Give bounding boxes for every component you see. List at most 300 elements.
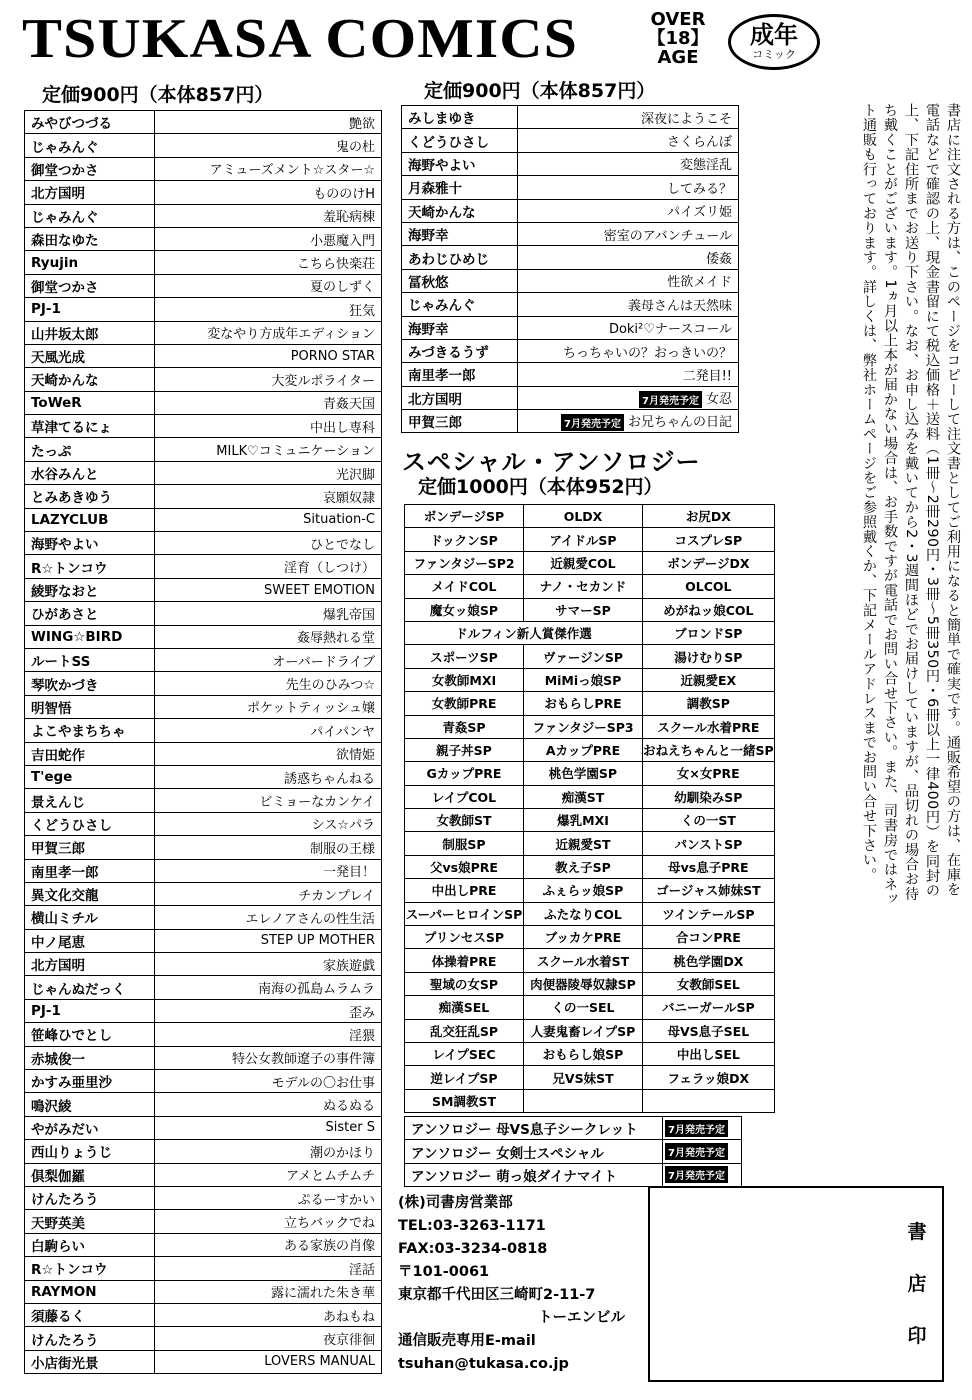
table-row [402, 129, 739, 152]
anthology-title: アンソロジー 女剣士スペシャル [405, 1140, 663, 1163]
title-cell: ぷるーすかい [154, 1186, 381, 1209]
title-cell: Situation-C [154, 508, 381, 531]
anthology-list [404, 1116, 742, 1187]
table-row [402, 222, 739, 245]
title-cell: ポケットティッシュ嬢 [154, 695, 381, 718]
title-cell: 小悪魔入門 [154, 227, 381, 250]
author-cell: 天崎かんな [402, 199, 518, 222]
stamp-label-char: 書 [907, 1221, 927, 1243]
grid-cell: 女×女PRE [643, 762, 775, 785]
company-name: (株)司書房営業部 [398, 1195, 513, 1211]
author-cell: WING☆BIRD [25, 625, 155, 648]
grid-cell: お尻DX [643, 505, 775, 528]
title-cell [517, 269, 738, 292]
title-cell: 青姦天国 [154, 391, 381, 414]
grid-cell: 湯けむりSP [643, 645, 775, 668]
table-row [402, 363, 739, 386]
author-cell: みしまゆき [402, 106, 518, 129]
grid-cell: レイプCOL [405, 785, 524, 808]
table-row [25, 508, 382, 531]
email-address: tsuhan@tukasa.co.jp [398, 1356, 569, 1372]
grid-row [405, 551, 775, 574]
building-name: トーエンビル [538, 1310, 625, 1326]
title-cell: 大変ルポライター [154, 368, 381, 391]
grid-row [405, 1042, 775, 1065]
grid-cell: 親子丼SP [405, 738, 524, 761]
grid-cell: スクール水着ST [524, 949, 643, 972]
grid-cell: ブッカケPRE [524, 926, 643, 949]
grid-cell: 痴漢SEL [405, 996, 524, 1019]
bookstore-stamp-box [648, 1186, 944, 1382]
grid-row [405, 575, 775, 598]
grid-cell: スクール水着PRE [643, 715, 775, 738]
table-row [25, 1350, 382, 1373]
table-row [25, 719, 382, 742]
grid-cell: 兄VS妹ST [524, 1066, 643, 1089]
table-row [25, 532, 382, 555]
grid-cell [643, 1089, 775, 1112]
grid-cell: スポーツSP [405, 645, 524, 668]
title-cell: SWEET EMOTION [154, 578, 381, 601]
title-cell: 立ちバックでね [154, 1210, 381, 1233]
table-row [25, 391, 382, 414]
brand-title: TSUKASA COMICS [22, 8, 579, 70]
title-cell: アミューズメント☆スター☆ [154, 157, 381, 180]
grid-cell: ふぇらッ娘SP [524, 879, 643, 902]
adult-badge-sub: コミック [752, 48, 796, 61]
author-cell: 須藤るく [25, 1303, 155, 1326]
author-cell: ひがあさと [25, 602, 155, 625]
table-row [25, 1233, 382, 1256]
title-cell: 羞恥病棟 [154, 204, 381, 227]
grid-cell: MiMiっ娘SP [524, 668, 643, 691]
author-cell: 明智悟 [25, 695, 155, 718]
table-row [25, 906, 382, 929]
order-notice: 書店に注文される方は、このページをコピーして注文書としてご利用になると簡単で確実です。通販希望の方は、在庫を電話などで確認の上、現金書留にて税込価格＋送料（1冊〜2冊290円・3冊〜5冊350円・6冊以上一律400円）を同封の上、下記住所までお送り下さい。なお、お申し込みを戴いてから2・3週間ほどでお届けしていますが、品切れの場合お待ち戴くことがございます。1ヵ月以上本が届かない場合は、お手数ですが電話でお問い合せ下さい。また、司書房ではネット通販も行っております。詳しくは、弊社ホームページをご参照戴くか、下記メールアドレスまでお問い合せ下さい。 [861, 103, 961, 907]
grid-cell: ゴージャス姉妹ST [643, 879, 775, 902]
grid-cell: フェラッ娘DX [643, 1066, 775, 1089]
grid-cell: ヴァージンSP [524, 645, 643, 668]
grid-row [405, 949, 775, 972]
author-cell: 海野幸 [402, 316, 518, 339]
special-anthology-heading: スペシャル・アンソロジー [402, 448, 701, 476]
title-cell [517, 316, 738, 339]
postal-code: 〒101-0061 [398, 1264, 490, 1280]
author-cell: 冨秋悠 [402, 269, 518, 292]
table-row [25, 1116, 382, 1139]
author-cell: 天風光成 [25, 344, 155, 367]
grid-row [405, 528, 775, 551]
title-cell: 南海の孤島ムラムラ [154, 976, 381, 999]
title-cell: MILK♡コミュニケーション [154, 438, 381, 461]
grid-cell: 人妻鬼畜レイプSP [524, 1019, 643, 1042]
table-row [25, 1303, 382, 1326]
grid-cell: 女教師ST [405, 809, 524, 832]
grid-cell: 教え子SP [524, 855, 643, 878]
grid-row [405, 785, 775, 808]
title-cell [517, 106, 738, 129]
title-cell: 哀願奴隷 [154, 485, 381, 508]
title-cell: 狂気 [154, 298, 381, 321]
table-row [25, 1163, 382, 1186]
author-cell: けんたろう [25, 1327, 155, 1350]
grid-cell [524, 1089, 643, 1112]
table-row [405, 1117, 742, 1140]
table-row [25, 438, 382, 461]
grid-cell: 女教師MXI [405, 668, 524, 691]
author-cell: LAZYCLUB [25, 508, 155, 531]
grid-row [405, 926, 775, 949]
table-row [25, 1023, 382, 1046]
table-row [405, 1140, 742, 1163]
author-cell: やがみだい [25, 1116, 155, 1139]
table-row [25, 765, 382, 788]
author-cell: R☆トンコウ [25, 555, 155, 578]
title-cell: 艶欲 [154, 111, 381, 134]
table-row [25, 321, 382, 344]
grid-cell: パンストSP [643, 832, 775, 855]
table-row [402, 176, 739, 199]
author-cell: 南里孝一郎 [402, 363, 518, 386]
title-cell: アメとムチムチ [154, 1163, 381, 1186]
author-cell: 天野英美 [25, 1210, 155, 1233]
title-cell [517, 222, 738, 245]
author-cell: 天崎かんな [25, 368, 155, 391]
release-cell [663, 1117, 742, 1140]
author-cell: ToWeR [25, 391, 155, 414]
release-cell [663, 1140, 742, 1163]
grid-row [405, 972, 775, 995]
stamp-label-char: 店 [907, 1273, 927, 1295]
grid-cell: 桃色学園DX [643, 949, 775, 972]
table-row [25, 555, 382, 578]
table-row [405, 1163, 742, 1186]
grid-cell: おねえちゃんと一緒SP [643, 738, 775, 761]
title-text: 義母さんは天然味 [627, 298, 732, 314]
table-row [25, 1140, 382, 1163]
author-cell: じゃみんぐ [402, 293, 518, 316]
title-cell: Sister S [154, 1116, 381, 1139]
special-price: 定価1000円（本体952円） [418, 476, 663, 498]
table-row [25, 134, 382, 157]
release-badge: 7月発売予定 [665, 1143, 728, 1160]
table-row [25, 415, 382, 438]
table-row [25, 227, 382, 250]
grid-row [405, 902, 775, 925]
release-badge: 7月発売予定 [665, 1166, 728, 1183]
grid-cell: 青姦SP [405, 715, 524, 738]
table-row [25, 274, 382, 297]
grid-row [405, 621, 775, 644]
table-row [402, 293, 739, 316]
grid-cell: ドルフィン新人賞傑作選 [405, 621, 643, 644]
grid-cell: 爆乳MXI [524, 809, 643, 832]
table-row [25, 485, 382, 508]
title-cell: 誘惑ちゃんねる [154, 765, 381, 788]
table-row [25, 181, 382, 204]
title-text: Doki²♡ナースコール [608, 322, 732, 338]
grid-cell: 乱交狂乱SP [405, 1019, 524, 1042]
grid-cell: ボンデージDX [643, 551, 775, 574]
title-cell: もののけH [154, 181, 381, 204]
author-cell: 御堂つかさ [25, 157, 155, 180]
author-cell: たっぷ [25, 438, 155, 461]
table-row [402, 386, 739, 409]
table-row [402, 246, 739, 269]
table-row [25, 953, 382, 976]
author-cell: 景えんじ [25, 789, 155, 812]
table-row [25, 859, 382, 882]
title-cell: 夜京徘徊 [154, 1327, 381, 1350]
table-row [25, 344, 382, 367]
title-cell: 露に濡れた朱き華 [154, 1280, 381, 1303]
grid-cell: 母vs息子PRE [643, 855, 775, 878]
author-cell: 海野やよい [402, 152, 518, 175]
table-row [25, 298, 382, 321]
table-row [25, 1046, 382, 1069]
author-cell: じゃんぬだっく [25, 976, 155, 999]
grid-cell: 近親愛EX [643, 668, 775, 691]
table-row [402, 269, 739, 292]
age-line-2: 【18】 [647, 28, 709, 49]
table-row [25, 999, 382, 1022]
author-cell: とみあきゆう [25, 485, 155, 508]
grid-cell: 幼馴染みSP [643, 785, 775, 808]
special-anthology-grid [404, 504, 775, 1113]
grid-cell: 聖域の女SP [405, 972, 524, 995]
author-cell: みやびつづる [25, 111, 155, 134]
table-row [25, 111, 382, 134]
author-cell: 山井坂太郎 [25, 321, 155, 344]
grid-cell: プリンセスSP [405, 926, 524, 949]
title-text: パイズリ姫 [667, 205, 732, 221]
grid-cell: アイドルSP [524, 528, 643, 551]
middle-title-list [401, 105, 739, 433]
table-row [25, 789, 382, 812]
title-cell: 一発目！ [154, 859, 381, 882]
title-cell: 中出し専科 [154, 415, 381, 438]
author-cell: 海野幸 [402, 222, 518, 245]
title-cell: オーバードライブ [154, 648, 381, 671]
grid-row [405, 1089, 775, 1112]
title-cell: パイパンヤ [154, 719, 381, 742]
table-row [25, 976, 382, 999]
title-text: 倭姦 [705, 252, 732, 268]
table-row [25, 882, 382, 905]
anthology-title: アンソロジー 萌っ娘ダイナマイト [405, 1163, 663, 1186]
table-row [25, 1093, 382, 1116]
grid-cell: ドックンSP [405, 528, 524, 551]
author-cell: よこやまちちゃ [25, 719, 155, 742]
author-cell: PJ-1 [25, 999, 155, 1022]
grid-cell: おもらし娘SP [524, 1042, 643, 1065]
title-cell: ひとでなし [154, 532, 381, 555]
grid-cell: おもらしPRE [524, 692, 643, 715]
title-cell: 家族遊戯 [154, 953, 381, 976]
grid-cell: サマーSP [524, 598, 643, 621]
grid-cell: 調教SP [643, 692, 775, 715]
title-cell: PORNO STAR [154, 344, 381, 367]
title-cell: 淫猥 [154, 1023, 381, 1046]
grid-cell: 桃色学園SP [524, 762, 643, 785]
release-badge: 7月発売予定 [665, 1120, 728, 1137]
author-cell: PJ-1 [25, 298, 155, 321]
author-cell: 草津てるにょ [25, 415, 155, 438]
author-cell: くどうひさし [25, 812, 155, 835]
email-label: 通信販売専用E-mail [398, 1333, 536, 1349]
grid-cell: ファンタジーSP3 [524, 715, 643, 738]
grid-row [405, 715, 775, 738]
grid-cell: ナノ・セカンド [524, 575, 643, 598]
title-cell: ある家族の肖像 [154, 1233, 381, 1256]
over-18-mark [636, 10, 720, 67]
title-text: 変態淫乱 [679, 158, 732, 174]
author-cell: 甲賀三郎 [402, 410, 518, 433]
title-text: 深夜にようこそ [640, 111, 732, 127]
title-cell: 変なやり方成年エディション [154, 321, 381, 344]
grid-cell: ブロンドSP [643, 621, 775, 644]
table-row [25, 1210, 382, 1233]
table-row [25, 578, 382, 601]
title-cell: あねもね [154, 1303, 381, 1326]
title-cell [517, 293, 738, 316]
grid-cell: GカップPRE [405, 762, 524, 785]
grid-cell: スーパーヒロインSP [405, 902, 524, 925]
grid-cell: くの一ST [643, 809, 775, 832]
adult-badge-main: 成年 [750, 21, 798, 49]
age-line-3: AGE [657, 47, 699, 68]
grid-cell: 近親愛COL [524, 551, 643, 574]
author-cell: あわじひめじ [402, 246, 518, 269]
table-row [25, 672, 382, 695]
grid-cell: 肉便器陵辱奴隷SP [524, 972, 643, 995]
title-cell: 光沢脚 [154, 461, 381, 484]
bookstore-stamp-label [902, 1206, 932, 1362]
author-cell: R☆トンコウ [25, 1257, 155, 1280]
table-row [25, 204, 382, 227]
table-row [25, 648, 382, 671]
title-cell [517, 363, 738, 386]
title-cell: LOVERS MANUAL [154, 1350, 381, 1373]
title-cell: 潮のかほり [154, 1140, 381, 1163]
table-row [25, 1257, 382, 1280]
title-cell: 鬼の杜 [154, 134, 381, 157]
title-cell: エレノアさんの性生活 [154, 906, 381, 929]
title-text: 女忍 [705, 391, 732, 407]
address: 東京都千代田区三崎町2-11-7 [398, 1287, 596, 1303]
stamp-label-char: 印 [907, 1325, 927, 1347]
left-title-list [24, 110, 382, 1374]
grid-cell: OLDX [524, 505, 643, 528]
anthology-title: アンソロジー 母VS息子シークレット [405, 1117, 663, 1140]
title-text: 二発目!! [682, 368, 732, 384]
grid-cell: 女教師SEL [643, 972, 775, 995]
grid-cell: 魔女ッ娘SP [405, 598, 524, 621]
grid-cell: 逆レイプSP [405, 1066, 524, 1089]
grid-row [405, 762, 775, 785]
author-cell: ルートSS [25, 648, 155, 671]
grid-row [405, 692, 775, 715]
author-cell: 西山りょうじ [25, 1140, 155, 1163]
author-cell: 異文化交龍 [25, 882, 155, 905]
grid-cell: 近親愛ST [524, 832, 643, 855]
grid-cell: 女教師PRE [405, 692, 524, 715]
title-cell: シス☆パラ [154, 812, 381, 835]
grid-cell: コスプレSP [643, 528, 775, 551]
table-row [402, 316, 739, 339]
grid-row [405, 1066, 775, 1089]
table-row [25, 742, 382, 765]
title-text: 密室のアバンチュール [603, 228, 732, 244]
grid-cell: バニーガールSP [643, 996, 775, 1019]
table-row [25, 1070, 382, 1093]
title-text: さくらんぼ [666, 135, 732, 151]
author-cell: じゃみんぐ [25, 134, 155, 157]
grid-row [405, 832, 775, 855]
grid-cell: くの一SEL [524, 996, 643, 1019]
title-cell: 淫話 [154, 1257, 381, 1280]
author-cell: 倶梨伽羅 [25, 1163, 155, 1186]
author-cell: くどうひさし [402, 129, 518, 152]
grid-row [405, 1019, 775, 1042]
table-row [25, 1186, 382, 1209]
title-cell: チカンプレイ [154, 882, 381, 905]
grid-row [405, 505, 775, 528]
grid-cell: めがねッ娘COL [643, 598, 775, 621]
author-cell: みづきるうず [402, 339, 518, 362]
age-line-1: OVER [650, 9, 706, 30]
table-row [25, 251, 382, 274]
title-cell: ぬるぬる [154, 1093, 381, 1116]
grid-row [405, 996, 775, 1019]
grid-cell: 体操着PRE [405, 949, 524, 972]
author-cell: 御堂つかさ [25, 274, 155, 297]
price-middle: 定価900円（本体857円） [424, 80, 656, 102]
grid-row [405, 809, 775, 832]
author-cell: 南里孝一郎 [25, 859, 155, 882]
author-cell: RAYMON [25, 1280, 155, 1303]
table-row [25, 625, 382, 648]
grid-row [405, 645, 775, 668]
table-row [25, 836, 382, 859]
author-cell: 水谷みんと [25, 461, 155, 484]
author-cell: じゃみんぐ [25, 204, 155, 227]
grid-cell: レイプSEC [405, 1042, 524, 1065]
author-cell: 笹峰ひでとし [25, 1023, 155, 1046]
grid-cell: 中出しSEL [643, 1042, 775, 1065]
author-cell: 横山ミチル [25, 906, 155, 929]
author-cell: 月森雅十 [402, 176, 518, 199]
title-cell [517, 152, 738, 175]
title-cell [517, 339, 738, 362]
table-row [402, 106, 739, 129]
title-cell: 特公女教師遼子の事件簿 [154, 1046, 381, 1069]
table-row [25, 929, 382, 952]
grid-cell: ツインテールSP [643, 902, 775, 925]
title-cell: STEP UP MOTHER [154, 929, 381, 952]
grid-cell: メイドCOL [405, 575, 524, 598]
table-row [25, 812, 382, 835]
table-row [402, 339, 739, 362]
author-cell: 小店街光景 [25, 1350, 155, 1373]
grid-cell: SM調教ST [405, 1089, 524, 1112]
title-cell: モデルの〇お仕事 [154, 1070, 381, 1093]
fax-number: FAX:03-3234-0818 [398, 1241, 548, 1257]
title-cell: ビミョーなカンケイ [154, 789, 381, 812]
contact-block [398, 1192, 625, 1376]
grid-cell: ファンタジーSP2 [405, 551, 524, 574]
grid-cell: AカップPRE [524, 738, 643, 761]
